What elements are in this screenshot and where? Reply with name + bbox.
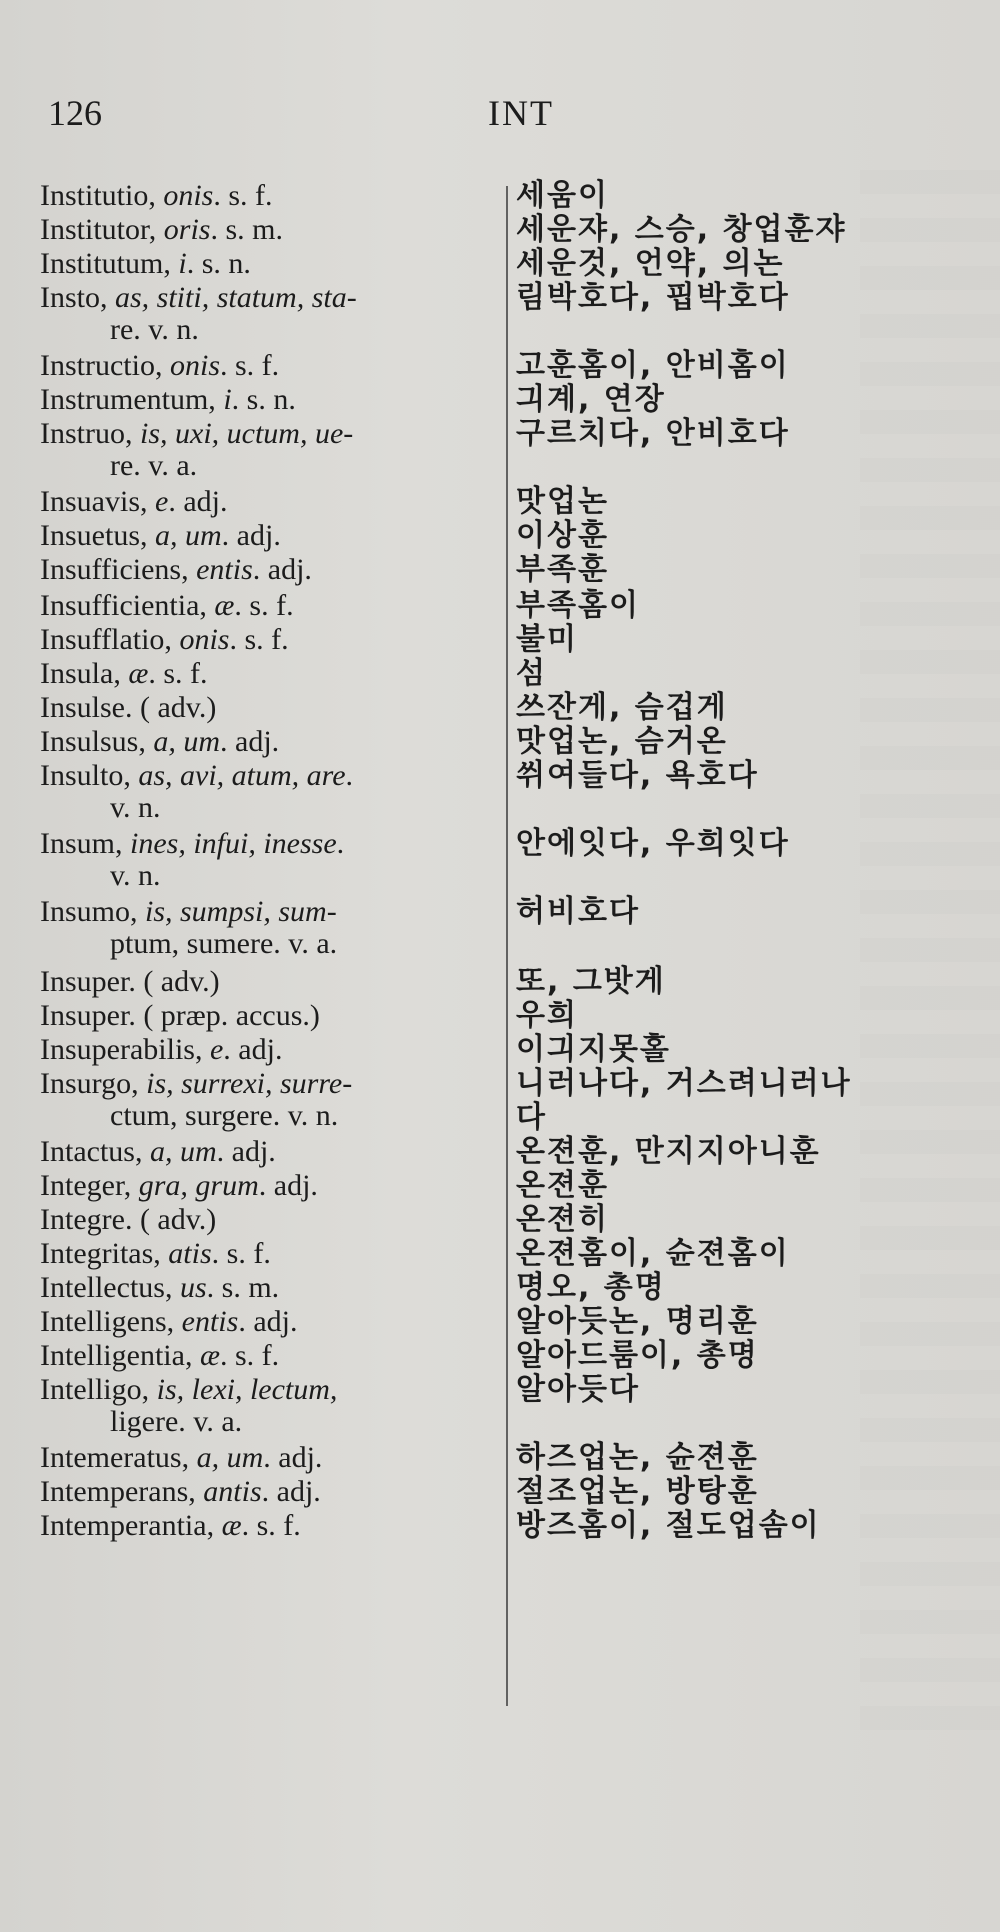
part-of-speech: . adj. — [221, 519, 281, 552]
korean-gloss: 이상훈 — [516, 518, 609, 553]
lemma: Instructio, — [40, 349, 163, 382]
headword-continuation: v. n. — [110, 791, 161, 824]
korean-gloss: 부족훈 — [516, 552, 609, 587]
grammar-forms: i — [178, 247, 187, 280]
korean-gloss: 알아듯다 — [516, 1372, 640, 1407]
grammar-forms: a, um — [155, 519, 222, 552]
korean-gloss: 온젼훈, 만지지아니훈 — [516, 1134, 821, 1169]
latin-headword — [40, 180, 500, 212]
part-of-speech: . s. n. — [231, 383, 296, 416]
korean-gloss: 또, 그밧게 — [516, 964, 666, 999]
grammar-forms: a, um — [149, 1135, 217, 1168]
grammar-forms: æ — [221, 1509, 242, 1542]
lemma: Integer, — [40, 1169, 132, 1202]
part-of-speech: . s. f. — [234, 589, 294, 622]
part-of-speech: . s. m. — [210, 213, 283, 246]
headword-continuation: re. v. n. — [110, 313, 199, 346]
korean-gloss: 불미 — [516, 622, 578, 657]
korean-gloss: 니러나다, 거스려니러나 — [516, 1066, 852, 1101]
korean-gloss: 하즈업논, 슌젼훈 — [516, 1440, 759, 1475]
headword-continuation: v. n. — [110, 859, 161, 892]
korean-gloss: 온젼히 — [516, 1202, 609, 1237]
latin-headword — [40, 554, 500, 586]
lemma: Integre. ( adv.) — [40, 1203, 217, 1236]
lemma: Insufficientia, — [40, 589, 207, 622]
grammar-forms: is, lexi, lectum, — [156, 1373, 338, 1406]
part-of-speech: . adj. — [168, 485, 228, 518]
part-of-speech: . adj. — [223, 1033, 283, 1066]
part-of-speech: . — [345, 759, 354, 792]
lemma: Insufficiens, — [40, 553, 189, 586]
lemma: Intelligentia, — [40, 1339, 193, 1372]
headword-continuation: re. v. a. — [110, 449, 198, 482]
grammar-forms: æ — [199, 1339, 220, 1372]
lemma: Insuperabilis, — [40, 1033, 203, 1066]
part-of-speech: . s. f. — [211, 1237, 271, 1270]
latin-headword — [40, 726, 500, 758]
grammar-forms: ines, infui, inesse — [130, 827, 337, 860]
lemma: Insto, — [40, 281, 108, 314]
korean-gloss: 세운것, 언약, 의논 — [516, 246, 785, 281]
headword-continuation: ligere. v. a. — [110, 1405, 243, 1438]
korean-gloss: 안에잇다, 우희잇다 — [516, 826, 790, 861]
lemma: Instrumentum, — [40, 383, 216, 416]
korean-gloss: 세움이 — [516, 178, 609, 213]
lemma: Insulse. ( adv.) — [40, 691, 217, 724]
latin-headword — [40, 760, 500, 824]
lemma: Institutor, — [40, 213, 157, 246]
grammar-forms: e — [209, 1033, 224, 1066]
latin-headword — [40, 1136, 500, 1168]
lemma: Insufflatio, — [40, 623, 172, 656]
korean-gloss: 긔계, 연장 — [516, 382, 666, 417]
lemma: Insulsus, — [40, 725, 146, 758]
latin-headword — [40, 1204, 500, 1236]
page-header — [48, 92, 948, 142]
grammar-forms: antis — [203, 1475, 262, 1508]
grammar-forms: as, avi, atum, are — [138, 759, 346, 792]
part-of-speech: . adj. — [263, 1441, 323, 1474]
lemma: Intemperans, — [40, 1475, 196, 1508]
grammar-forms: onis — [179, 623, 230, 656]
korean-gloss: 알아듯논, 명리훈 — [516, 1304, 759, 1339]
lemma: Intemeratus, — [40, 1441, 190, 1474]
korean-gloss: 맛업논 — [516, 484, 609, 519]
lemma: Intemperantia, — [40, 1509, 215, 1542]
korean-gloss: 세운쟈, 스승, 창업훈쟈 — [516, 212, 847, 247]
korean-gloss: 쒸여들다, 욕호다 — [516, 758, 759, 793]
grammar-forms: oris — [163, 213, 211, 246]
korean-gloss: 맛업논, 슴거온 — [516, 724, 728, 759]
grammar-forms: a, um — [153, 725, 221, 758]
korean-gloss: 온젼홈이, 슌젼홈이 — [516, 1236, 790, 1271]
grammar-forms: as, stiti, statum, sta- — [115, 281, 357, 314]
headword-continuation: ctum, surgere. v. n. — [110, 1099, 339, 1132]
lemma: Insurgo, — [40, 1067, 139, 1100]
part-of-speech: . s. f. — [148, 657, 208, 690]
lemma: Intellectus, — [40, 1271, 173, 1304]
lemma: Intelligo, — [40, 1373, 150, 1406]
grammar-forms: entis — [196, 553, 253, 586]
lemma: Insula, — [40, 657, 121, 690]
part-of-speech: . adj. — [261, 1475, 321, 1508]
latin-headword — [40, 384, 500, 416]
latin-headword — [40, 896, 500, 960]
part-of-speech: . s. n. — [186, 247, 251, 280]
latin-headword — [40, 418, 500, 482]
column-divider — [506, 186, 508, 1706]
latin-headword — [40, 1374, 500, 1438]
lemma: Insuetus, — [40, 519, 148, 552]
latin-headword — [40, 658, 500, 690]
part-of-speech: . s. f. — [213, 179, 273, 212]
korean-gloss: 방즈홈이, 절도업솜이 — [516, 1508, 821, 1543]
lemma: Intactus, — [40, 1135, 143, 1168]
headword-continuation: ptum, sumere. v. a. — [110, 927, 338, 960]
lemma: Insuavis, — [40, 485, 148, 518]
part-of-speech: . s. f. — [241, 1509, 301, 1542]
korean-gloss: 명오, 총명 — [516, 1270, 666, 1305]
latin-headword — [40, 1068, 500, 1132]
grammar-forms: is, uxi, uctum, ue- — [140, 417, 354, 450]
part-of-speech: . adj. — [216, 1135, 276, 1168]
grammar-forms: is, surrexi, surre- — [146, 1067, 353, 1100]
korean-gloss: 림박호다, 핍박호다 — [516, 280, 790, 315]
latin-headword — [40, 1340, 500, 1372]
grammar-forms: e — [155, 485, 169, 518]
part-of-speech: . adj. — [220, 725, 280, 758]
latin-headword — [40, 1306, 500, 1338]
latin-headword — [40, 828, 500, 892]
latin-headword — [40, 590, 500, 622]
korean-gloss: 고훈홈이, 안비홈이 — [516, 348, 790, 383]
korean-gloss: 절조업논, 방탕훈 — [516, 1474, 759, 1509]
latin-headword — [40, 248, 500, 280]
korean-gloss: 우희 — [516, 998, 578, 1033]
latin-headword — [40, 1476, 500, 1508]
lemma: Insuper. ( adv.) — [40, 965, 220, 998]
korean-gloss: 이긔지못홀 — [516, 1032, 671, 1067]
grammar-forms: onis — [169, 349, 220, 382]
lemma: Insumo, — [40, 895, 138, 928]
page-number: 126 — [48, 93, 102, 133]
grammar-forms: onis — [163, 179, 214, 212]
grammar-forms: i — [223, 383, 232, 416]
korean-gloss: 온젼훈 — [516, 1168, 609, 1203]
part-of-speech: . adj. — [258, 1169, 318, 1202]
korean-gloss-continuation: 다 — [516, 1100, 547, 1135]
korean-gloss: 부족홈이 — [516, 588, 640, 623]
grammar-forms: gra, grum — [138, 1169, 259, 1202]
korean-gloss: 구르치다, 안비호다 — [516, 416, 790, 451]
lemma: Insum, — [40, 827, 123, 860]
grammar-forms: atis — [168, 1237, 212, 1270]
latin-headword — [40, 1000, 500, 1032]
latin-headword — [40, 1510, 500, 1542]
part-of-speech: . — [336, 827, 345, 860]
latin-headword — [40, 1034, 500, 1066]
latin-headword — [40, 350, 500, 382]
latin-headword — [40, 692, 500, 724]
part-of-speech: . s. m. — [206, 1271, 280, 1304]
grammar-forms: æ — [128, 657, 149, 690]
part-of-speech: . s. f. — [219, 1339, 280, 1372]
lemma: Institutum, — [40, 247, 171, 280]
latin-headword — [40, 282, 500, 346]
lemma: Insuper. ( præp. accus.) — [40, 999, 320, 1032]
latin-headword — [40, 214, 500, 246]
korean-gloss: 허비호다 — [516, 894, 640, 929]
latin-headword — [40, 1442, 500, 1474]
latin-headword — [40, 486, 500, 518]
latin-headword — [40, 966, 500, 998]
korean-gloss: 알아드룸이, 총명 — [516, 1338, 759, 1373]
latin-headword — [40, 624, 500, 656]
latin-headword — [40, 1170, 500, 1202]
grammar-forms: us — [179, 1271, 207, 1304]
grammar-forms: entis — [181, 1305, 239, 1338]
grammar-forms: a, um — [196, 1441, 264, 1474]
part-of-speech: . adj. — [238, 1305, 298, 1338]
part-of-speech: . adj. — [252, 553, 312, 586]
lemma: Insulto, — [40, 759, 131, 792]
lemma: Integritas, — [40, 1237, 161, 1270]
lemma: Intelligens, — [40, 1305, 175, 1338]
lemma: Institutio, — [40, 179, 156, 212]
korean-gloss: 섬 — [516, 656, 547, 691]
latin-headword — [40, 520, 500, 552]
latin-headword — [40, 1238, 500, 1270]
grammar-forms: æ — [214, 589, 235, 622]
lemma: Instruo, — [40, 417, 133, 450]
part-of-speech: . s. f. — [220, 349, 280, 382]
part-of-speech: . s. f. — [229, 623, 289, 656]
latin-headword — [40, 1272, 500, 1304]
grammar-forms: is, sumpsi, sum- — [145, 895, 337, 928]
korean-gloss: 쓰잔게, 슴겁게 — [516, 690, 728, 725]
running-head: INT — [488, 93, 554, 133]
